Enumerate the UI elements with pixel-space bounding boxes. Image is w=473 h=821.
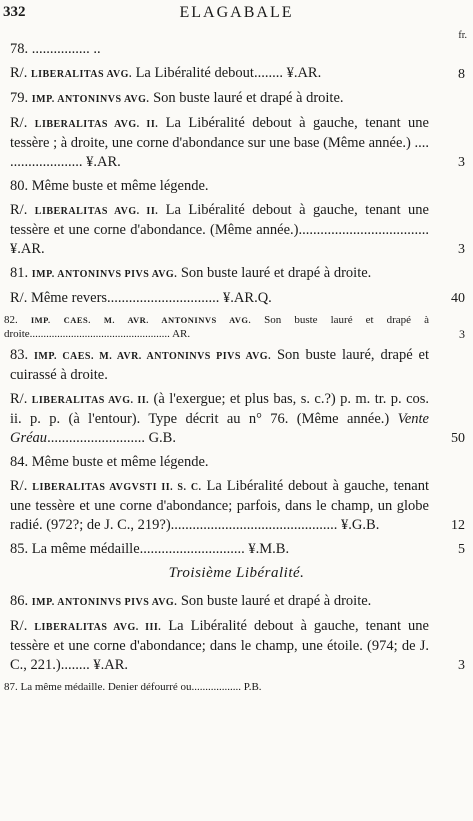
entry-text: Même buste et même légende. xyxy=(31,178,209,194)
entry-text: La même médaille. Denier défourré ou.................. xyxy=(20,681,242,693)
metal-code: ¥.G.B. xyxy=(341,517,380,533)
coin-legend: LIBERALITAS AVG. xyxy=(30,69,132,80)
coin-legend: IMP. CAES. M. AVR. ANTONINVS PIVS AVG. xyxy=(34,351,272,362)
entry-number: 78. xyxy=(10,41,29,57)
entry-number: 81. xyxy=(10,265,29,281)
metal-code: ¥.AR. xyxy=(286,65,322,81)
reverse-description xyxy=(0,289,473,308)
price-value: 3 xyxy=(458,155,465,170)
reverse-mark: R/. xyxy=(10,202,28,218)
entry-obverse xyxy=(0,177,473,196)
price-value: 5 xyxy=(458,542,465,557)
entry-obverse xyxy=(0,89,473,109)
reverse-mark: R/. xyxy=(10,478,28,494)
metal-code: ¥.M.B. xyxy=(248,541,290,557)
entry-obverse xyxy=(0,592,473,612)
entry-obverse xyxy=(0,264,473,284)
section-heading: Troisième Libéralité. xyxy=(168,565,305,581)
entry-obverse xyxy=(0,40,473,59)
reverse-description xyxy=(0,201,473,259)
reverse-mark: R/. xyxy=(10,618,28,634)
entry-dots: ................ .. xyxy=(31,41,101,57)
coin-legend: LIBERALITAS AVGVSTI II. S. C. xyxy=(32,482,202,493)
coin-legend: IMP. ANTONINVS PIVS AVG. xyxy=(31,269,178,280)
price-value: 12 xyxy=(451,518,465,533)
coin-legend: IMP. ANTONINVS AVG. xyxy=(31,94,150,105)
entry-obverse xyxy=(0,313,473,341)
reverse-description xyxy=(0,114,473,172)
price-value: 50 xyxy=(451,431,465,446)
entry-obverse xyxy=(0,453,473,472)
entry-text: Son buste lauré et drapé à droite................................................... xyxy=(4,314,430,340)
metal-code: ¥.AR. xyxy=(10,241,45,257)
entry-number: 82. xyxy=(4,314,18,326)
metal-code: ¥.AR. xyxy=(93,657,129,673)
price-value: 3 xyxy=(458,658,465,673)
entry-text: (à l'exergue; et plus bas, s. c.?) p. m. tr. p. cos. ii. p. p. (à l'entour). Type décrit au n° 76. (Même année.) xyxy=(10,391,430,427)
coin-legend: LIBERALITAS AVG. II. xyxy=(34,119,159,130)
reverse-mark: R/. xyxy=(10,115,28,131)
entry-text: La Libéralité debout à gauche, tenant une tessère et une corne d'abondance; dans le champ, une étoile. (974; de J. C., 221.)........ xyxy=(10,618,429,673)
metal-code: ¥.AR.Q. xyxy=(223,290,272,306)
entry-text: Même revers............................... xyxy=(30,290,220,306)
page-title: ELAGABALE xyxy=(179,4,294,21)
entry-text: La Libéralité debout........ xyxy=(135,65,283,81)
entry-text: Son buste lauré et drapé à droite. xyxy=(180,265,372,281)
coin-legend: LIBERALITAS AVG. III. xyxy=(34,622,162,633)
entry-number: 87. xyxy=(4,681,18,693)
entry-text: Même buste et même légende. xyxy=(31,454,209,470)
entry-number: 80. xyxy=(10,178,29,194)
entry-text: La Libéralité debout à gauche, tenant une tessère ; à droite, une corne d'abondance sur une base (Même année.) .... .................... xyxy=(10,115,429,170)
reverse-description xyxy=(0,617,473,675)
catalogue-entries xyxy=(0,40,473,699)
metal-code: G.B. xyxy=(148,430,176,446)
price-value: 8 xyxy=(458,67,465,82)
entry-number: 79. xyxy=(10,90,29,106)
entry-text: La Libéralité debout à gauche, tenant une tessère et une corne d'abondance. (Même année.).................................... xyxy=(10,202,429,238)
entry-obverse xyxy=(0,680,473,694)
value-column-label: fr. xyxy=(458,30,467,41)
metal-code: ¥.AR. xyxy=(86,154,121,170)
coin-legend: IMP. ANTONINVS PIVS AVG. xyxy=(31,597,178,608)
entry-text-cont: ........................... xyxy=(47,430,145,446)
price-value: 3 xyxy=(458,242,465,257)
entry-text: Son buste lauré, drapé et cuirassé à droite. xyxy=(10,347,430,383)
metal-code: AR. xyxy=(172,328,191,340)
coin-legend: LIBERALITAS AVG. II. xyxy=(34,206,159,217)
entry-number: 84. xyxy=(10,454,29,470)
entry-obverse xyxy=(0,346,473,385)
entry-text: La Libéralité debout à gauche, tenant une tessère et une corne d'abondance; parfois, dans le champ, un globe radié. (972?; de J. C., 219?).............................................. xyxy=(10,478,430,533)
sale-reference: Vente Gréau xyxy=(10,411,429,446)
entry-number: 83. xyxy=(10,347,29,363)
entry-number: 86. xyxy=(10,593,29,609)
page-header xyxy=(0,2,473,26)
entry-text: Son buste lauré et drapé à droite. xyxy=(180,593,372,609)
entry-number: 85. xyxy=(10,541,29,557)
entry-text: La même médaille............................. xyxy=(31,541,245,557)
reverse-description xyxy=(0,64,473,84)
coin-legend: IMP. CAES. M. AVR. ANTONINVS AVG. xyxy=(30,315,252,325)
price-value: 40 xyxy=(451,291,465,306)
metal-code: P.B. xyxy=(243,681,262,693)
coin-legend: LIBERALITAS AVG. II. xyxy=(31,395,150,406)
entry-obverse xyxy=(0,540,473,559)
reverse-description xyxy=(0,477,473,535)
reverse-mark: R/. xyxy=(10,65,28,81)
entry-text: Son buste lauré et drapé à droite. xyxy=(153,90,344,106)
page-number: 332 xyxy=(3,4,26,20)
price-value: 3 xyxy=(459,327,465,341)
reverse-mark: R/. xyxy=(10,391,28,407)
reverse-mark: R/. xyxy=(10,290,28,306)
reverse-description xyxy=(0,390,473,448)
